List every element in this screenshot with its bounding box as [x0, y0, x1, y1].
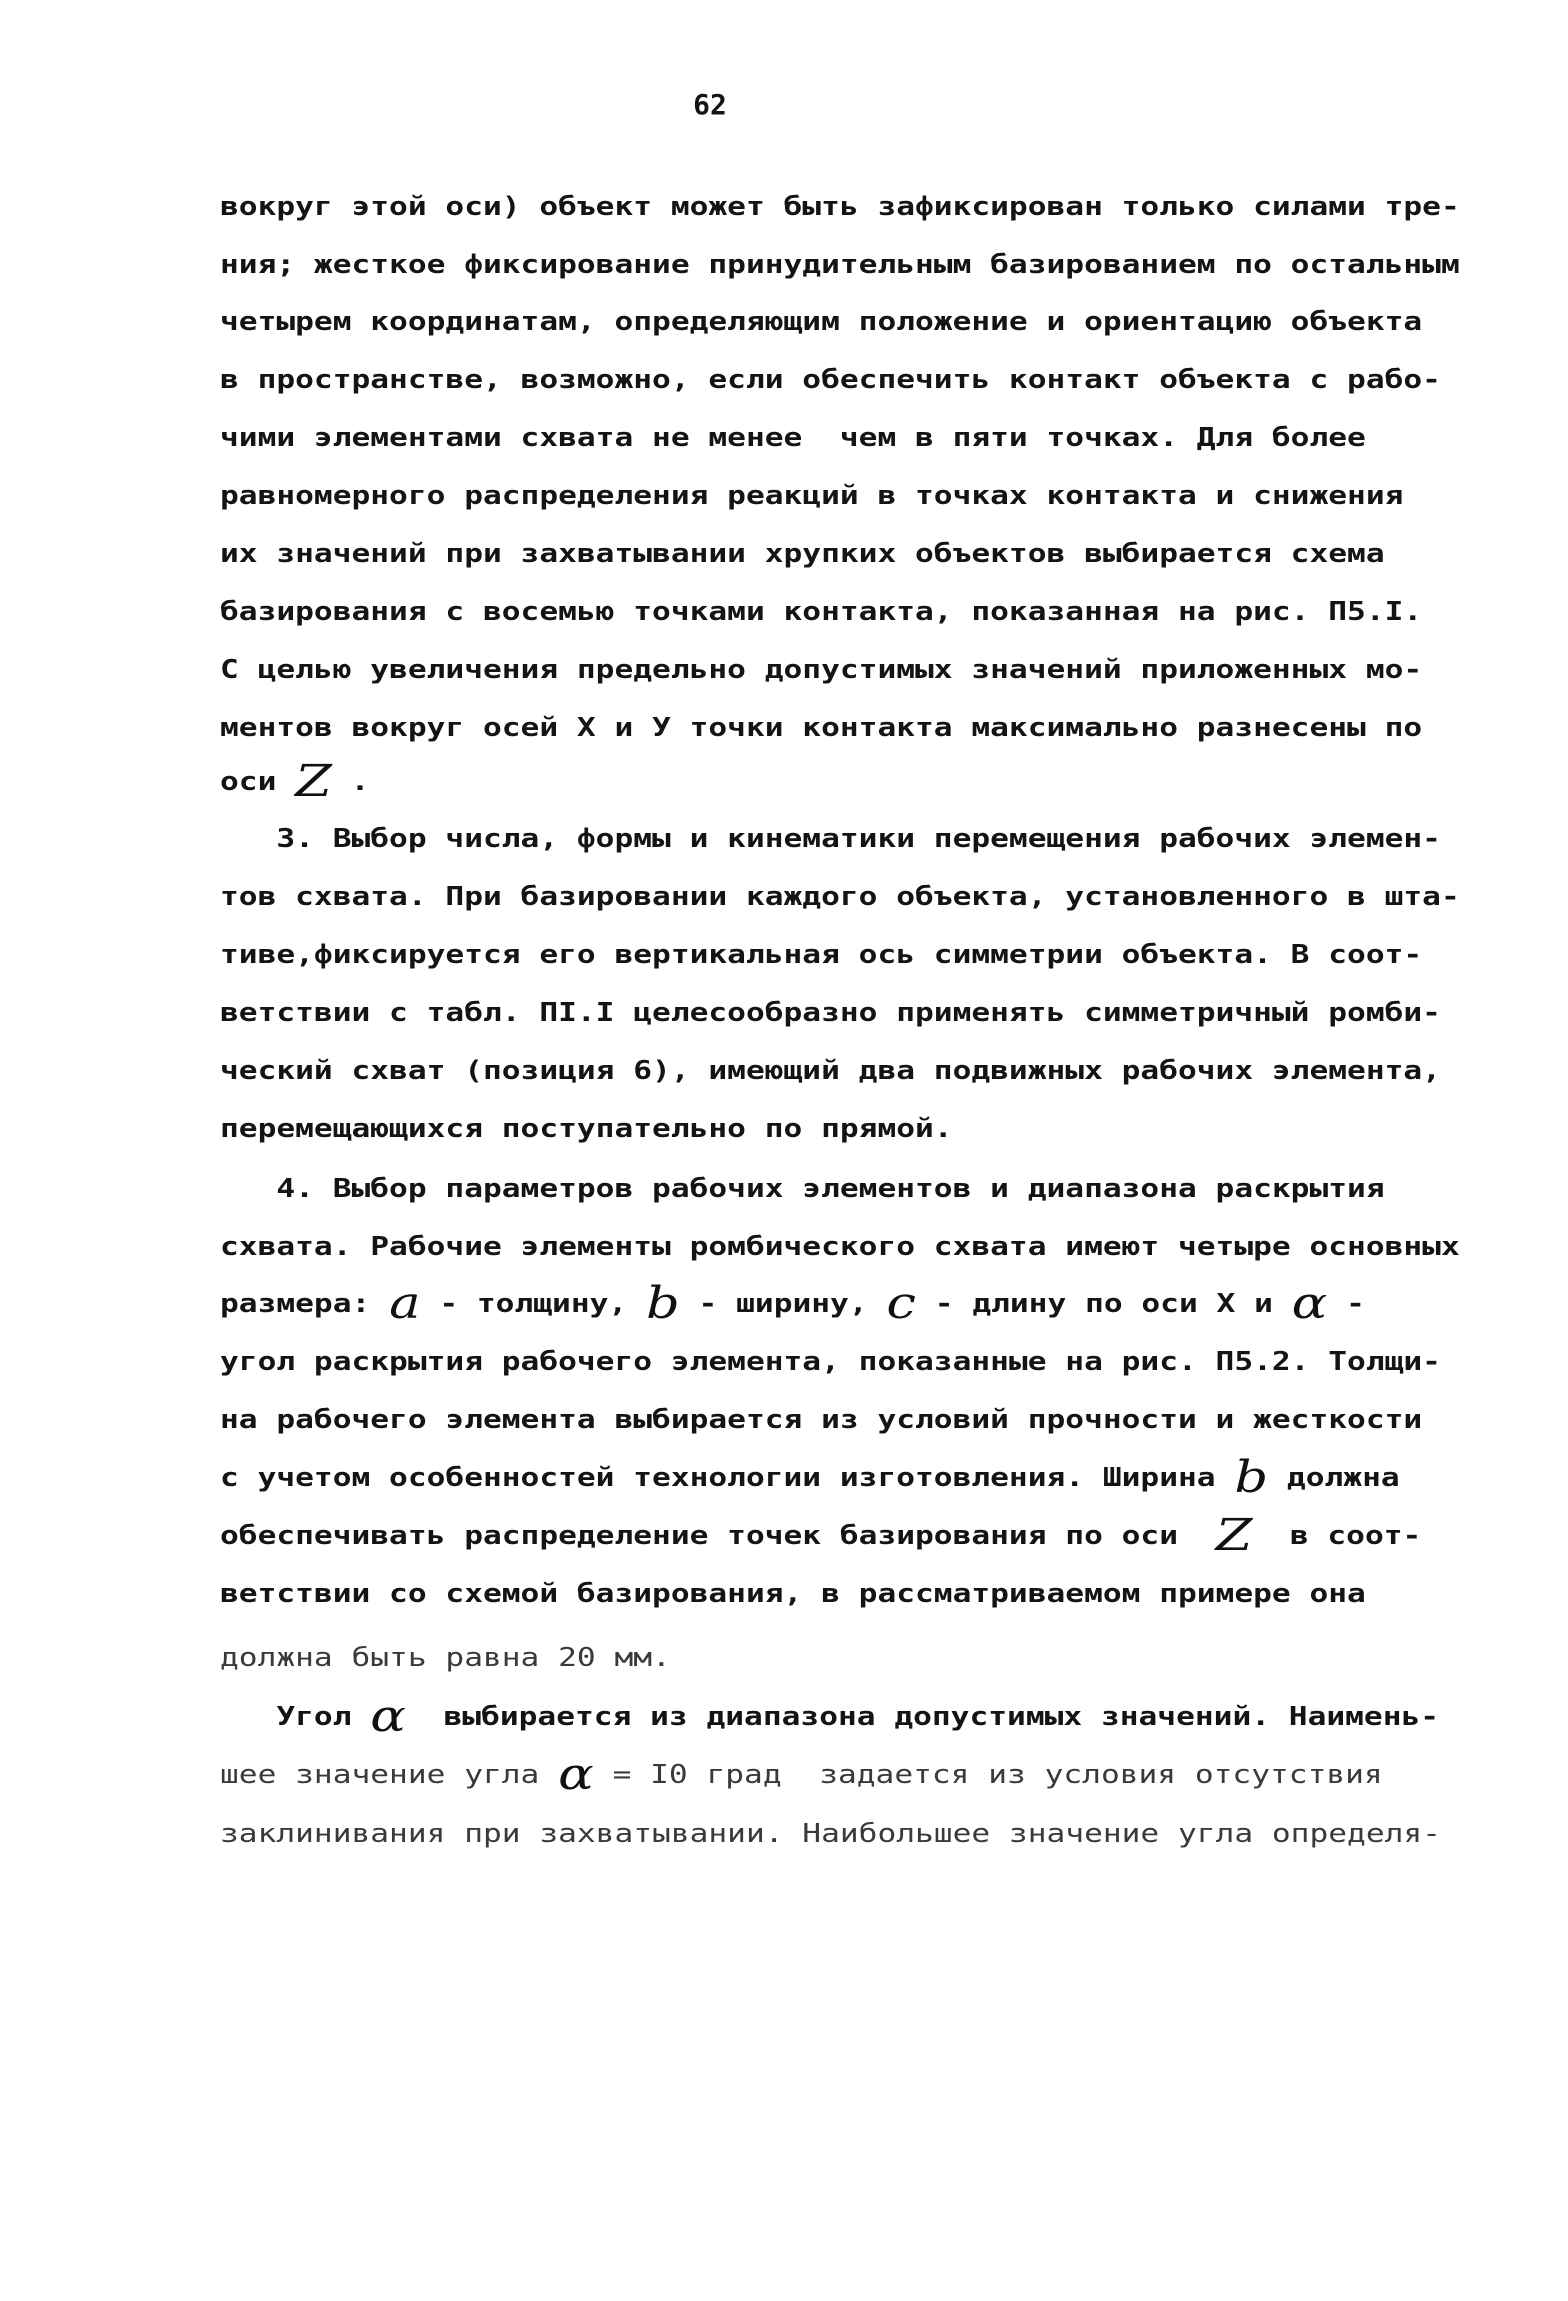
text-run: тов схвата. При базировании каждого объекта, установленного в шта-: [220, 882, 1460, 912]
text-line: [220, 479, 1403, 519]
text-line: [220, 1641, 671, 1681]
text-line: [220, 190, 1460, 230]
text-run: ческий схват (позиция 6), имеющий два подвижных рабочих элемента,: [220, 1056, 1441, 1086]
text-run: -: [1327, 1289, 1365, 1319]
text-run: 3. Выбор числа, формы и кинематики перемещения рабочих элемен-: [220, 824, 1441, 854]
text-line: [220, 1230, 1460, 1270]
text-line: [220, 595, 1422, 635]
text-run: их значений при захватывании хрупких объектов выбирается схема: [220, 539, 1385, 569]
text-run: на рабочего элемента выбирается из условий прочности и жесткости: [220, 1405, 1423, 1435]
page-number: 62: [693, 88, 727, 121]
text-run: = I0 град задается из условия отсутствия: [593, 1760, 1383, 1790]
text-line: [220, 305, 1422, 345]
text-run: заклинивания при захватывании. Наибольшее значение угла определя-: [220, 1819, 1441, 1849]
text-run: схвата. Рабочие элементы ромбического схвата имеют четыре основных: [220, 1232, 1460, 1262]
text-run: должна: [1268, 1463, 1400, 1493]
text-run: размера:: [220, 1289, 390, 1319]
text-run: - ширину,: [679, 1289, 887, 1319]
text-line: [220, 880, 1460, 920]
text-run: перемещающихся поступательно по прямой.: [220, 1114, 953, 1144]
text-line: [220, 822, 1441, 862]
text-line: [220, 537, 1385, 577]
text-line: [220, 996, 1441, 1036]
text-line: [220, 1452, 1400, 1503]
text-run: Угол: [220, 1702, 371, 1732]
text-run: шее значение угла: [220, 1760, 559, 1790]
handwritten-symbol: Z: [295, 756, 332, 807]
text-run: угол раскрытия рабочего элемента, показанные на рис. П5.2. Толщи-: [220, 1347, 1441, 1377]
text-run: выбирается из диапазона допустимых значений. Наимень-: [405, 1702, 1440, 1732]
text-run: четырем координатам, определяющим положение и ориентацию объекта: [220, 307, 1423, 337]
text-line: [220, 653, 1422, 693]
text-line: [220, 1817, 1441, 1857]
text-line: [220, 711, 1422, 751]
text-run: ментов вокруг осей X и У точки контакта максимально разнесены по: [220, 713, 1423, 743]
text-line: [220, 1345, 1441, 1385]
text-run: ветствии с табл. ПI.I целесообразно применять симметричный ромби-: [220, 998, 1441, 1028]
handwritten-symbol: b: [645, 1278, 680, 1329]
text-run: с учетом особенностей технологии изготовления. Ширина: [220, 1463, 1235, 1493]
text-run: С целью увеличения предельно допустимых значений приложенных мо-: [220, 655, 1423, 685]
handwritten-symbol: b: [1234, 1452, 1269, 1503]
text-run: чими элементами схвата не менее чем в пяти точках. Для более: [220, 423, 1366, 453]
text-line: [220, 1054, 1441, 1094]
text-run: оси: [220, 767, 296, 797]
text-run: равномерного распределения реакций в точках контакта и снижения: [220, 481, 1404, 511]
text-line: [220, 1749, 1383, 1800]
text-run: .: [331, 767, 370, 797]
text-line: [220, 1278, 1365, 1329]
text-line: [220, 938, 1422, 978]
text-run: ветствии со схемой базирования, в рассматриваемом примере она: [220, 1579, 1366, 1609]
text-line: [220, 1172, 1385, 1212]
text-run: в пространстве, возможно, если обеспечить контакт объекта с рабо-: [220, 365, 1441, 395]
text-line: [220, 1510, 1422, 1561]
text-run: в соот-: [1252, 1521, 1422, 1551]
text-line: [220, 1691, 1440, 1742]
text-run: обеспечивать распределение точек базирования по оси: [220, 1521, 1216, 1551]
handwritten-symbol: α: [558, 1749, 594, 1800]
text-line: [220, 248, 1460, 288]
text-line: [220, 756, 370, 807]
text-line: [220, 1112, 953, 1152]
text-run: тиве,фиксируется его вертикальная ось симметрии объекта. В соот-: [220, 940, 1423, 970]
text-run: базирования с восемью точками контакта, показанная на рис. П5.I.: [220, 597, 1423, 627]
handwritten-symbol: Z: [1215, 1510, 1253, 1561]
handwritten-symbol: c: [886, 1278, 916, 1329]
handwritten-symbol: α: [370, 1691, 406, 1742]
text-line: [220, 1403, 1422, 1443]
text-run: должна быть равна 20 мм.: [220, 1643, 671, 1673]
text-run: ния; жесткое фиксирование принудительным базированием по остальным: [220, 250, 1460, 280]
text-run: вокруг этой оси) объект может быть зафиксирован только силами тре-: [220, 192, 1460, 222]
text-line: [220, 1577, 1366, 1617]
text-run: - длину по оси X и: [915, 1289, 1292, 1319]
text-line: [220, 421, 1366, 461]
text-run: - толщину,: [420, 1289, 646, 1319]
text-run: 4. Выбор параметров рабочих элементов и диапазона раскрытия: [220, 1174, 1385, 1204]
handwritten-symbol: α: [1291, 1278, 1328, 1329]
text-line: [220, 363, 1441, 403]
handwritten-symbol: a: [389, 1278, 421, 1329]
